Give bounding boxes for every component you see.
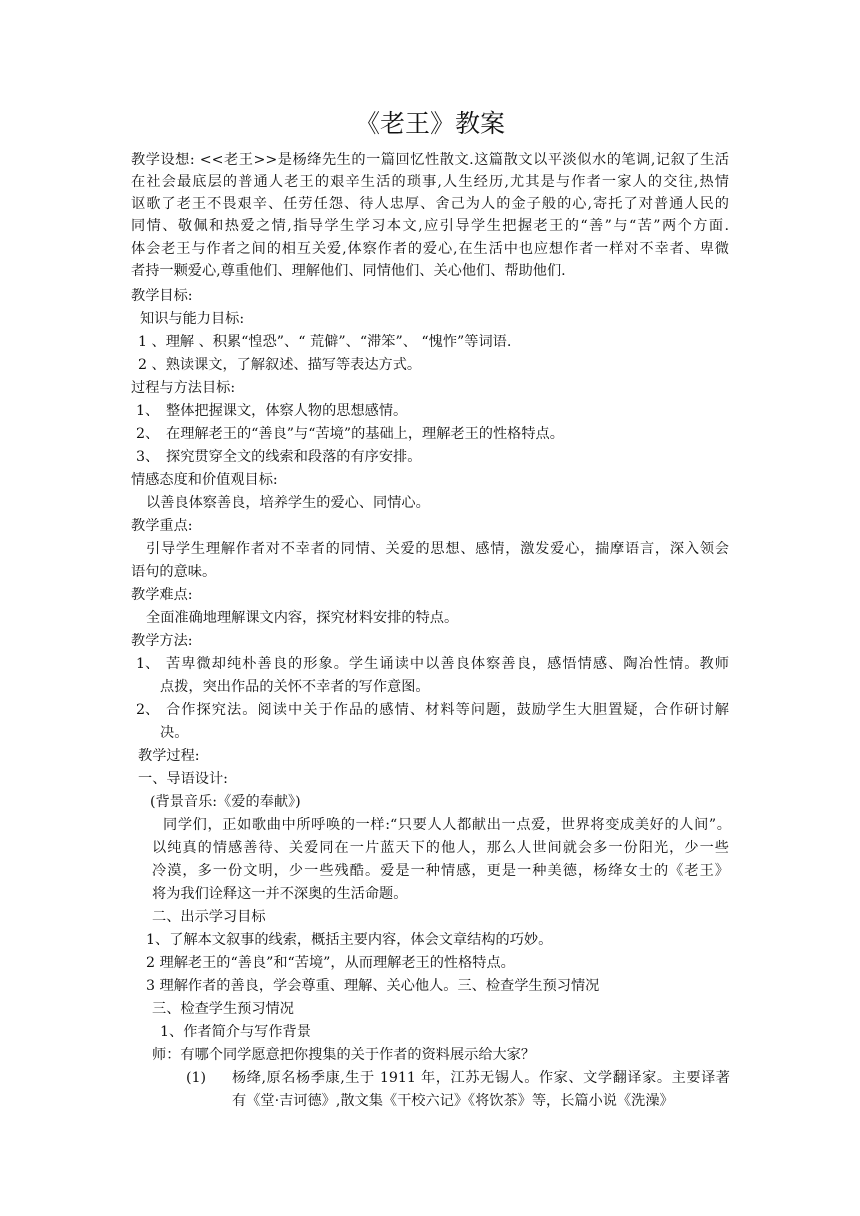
method-2-line-1: 合作探究法。阅读中关于作品的感情、材料等问题，鼓励学生大胆置疑，合作研讨解 [166, 702, 729, 718]
methods-heading: 教学方法: [131, 633, 193, 649]
emotion-text: 以善良体察善良，培养学生的爱心、同情心。 [146, 495, 430, 511]
difficulty-text: 全面准确地理解课文内容，探究材料安排的特点。 [146, 610, 459, 626]
document-title: 《老王》教案 [354, 109, 505, 138]
knowledge-item-2: 2 、熟读课文，了解叙述、描写等表达方式。 [138, 357, 422, 373]
design-line-2: 在社会最底层的普通人老王的艰辛生活的琐事,人生经历,尤其是与作者一家人的交往,热情 [131, 174, 729, 190]
bio-num: (1) [186, 1070, 207, 1086]
design-line-5: 体会老王与作者之间的相互关爱,体察作者的爱心,在生活中也应想作者一样对不幸者、卑微 [131, 241, 729, 257]
preview-heading: 三、检查学生预习情况 [152, 1001, 294, 1017]
intro-line-2: 以纯真的情感善待、关爱同在一片蓝天下的他人，那么人世间就会多一份阳光，少一些 [152, 840, 729, 856]
process-item-1-num: 1、 [136, 403, 160, 419]
music-line: (背景音乐:《爱的奉献》) [150, 794, 301, 810]
intro-line-1: 同学们，正如歌曲中所呼唤的一样:“只要人人都献出一点爱，世界将变成美好的人间”。 [163, 817, 731, 833]
process-item-3-num: 3、 [136, 449, 160, 465]
teacher-line: 师：有哪个同学愿意把你搜集的关于作者的资料展示给大家？ [152, 1047, 536, 1063]
design-line-4: 同情、敬佩和热爱之情,指导学生学习本文,应引导学生把握老王的“善”与“苦”两个方面. [131, 218, 729, 234]
process-heading: 过程与方法目标: [131, 380, 236, 396]
intro-heading: 一、导语设计: [138, 771, 228, 787]
bio-line-1: 杨绛,原名杨季康,生于 1911 年，江苏无锡人。作家、文学翻译家。主要译著 [232, 1070, 730, 1086]
bio-line-2: 有《堂·吉诃德》,散文集《干校六记》《将饮茶》等，长篇小说《洗澡》 [232, 1093, 674, 1109]
knowledge-heading: 知识与能力目标: [140, 311, 245, 327]
focus-heading: 教学重点: [131, 518, 193, 534]
difficulty-heading: 教学难点: [131, 587, 193, 603]
method-1-line-2: 点拨，突出作品的关怀不幸者的写作意图。 [160, 679, 430, 695]
process-item-2: 在理解老王的“善良”与“苦境”的基础上，理解老王的性格特点。 [166, 426, 564, 442]
knowledge-item-1: 1 、理解 、积累“惶恐”、“ 荒僻”、“滞笨”、 “愧怍”等词语. [138, 334, 512, 350]
focus-line-1: 引导学生理解作者对不幸者的同情、关爱的思想、感情，激发爱心，揣摩语言，深入领会 [146, 541, 729, 557]
author-heading: 1、作者简介与写作背景 [160, 1024, 311, 1040]
process-main-heading: 教学过程: [138, 748, 200, 764]
goals-section-heading: 二、出示学习目标 [152, 909, 266, 925]
focus-line-2: 语句的意味。 [131, 564, 217, 580]
process-item-1: 整体把握课文，体察人物的思想感情。 [166, 403, 408, 419]
process-item-2-num: 2、 [136, 426, 160, 442]
goals-heading: 教学目标: [131, 288, 193, 304]
process-item-3: 探究贯穿全文的线索和段落的有序安排。 [166, 449, 422, 465]
method-1-num: 1、 [136, 656, 160, 672]
method-2-num: 2、 [136, 702, 160, 718]
goal-item-2: 2 理解老王的“善良”和“苦境”，从而理解老王的性格特点。 [146, 955, 515, 971]
design-line-6: 者持一颗爱心,尊重他们、理解他们、同情他们、关心他们、帮助他们. [131, 263, 566, 279]
emotion-heading: 情感态度和价值观目标: [131, 472, 278, 488]
goal-item-1: 1、了解本文叙事的线索，概括主要内容，体会文章结构的巧妙。 [146, 932, 553, 948]
method-1-line-1: 苦卑微却纯朴善良的形象。学生诵读中以善良体察善良，感悟情感、陶冶性情。教师 [166, 656, 729, 672]
design-line-3: 讴歌了老王不畏艰辛、任劳任怨、待人忠厚、舍己为人的金子般的心,寄托了对普通人民的 [131, 196, 729, 212]
design-line-1: 教学设想: <<老王>>是杨绛先生的一篇回忆性散文.这篇散文以平淡似水的笔调,记叙了生活 [131, 152, 729, 168]
goal-item-3: 3 理解作者的善良，学会尊重、理解、关心他人。三、检查学生预习情况 [146, 978, 600, 994]
method-2-line-2: 决。 [160, 725, 189, 741]
intro-line-4: 将为我们诠释这一并不深奥的生活命题。 [152, 886, 408, 902]
intro-line-3: 冷漠，多一份文明，少一些残酷。爱是一种情感，更是一种美德，杨绛女士的《老王》 [152, 863, 729, 879]
